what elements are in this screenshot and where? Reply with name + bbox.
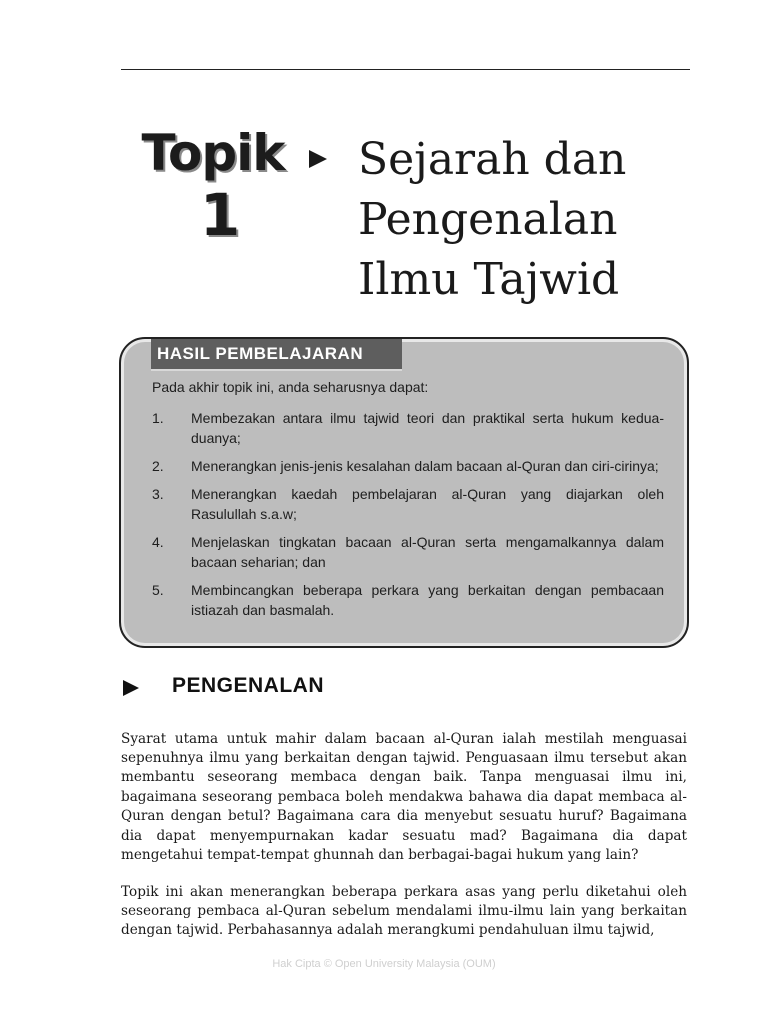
title-line-1: Sejarah dan <box>358 134 627 185</box>
list-item-text: Membezakan antara ilmu tajwid teori dan praktikal serta hukum kedua-duanya; <box>191 410 664 446</box>
list-item-number: 5. <box>152 582 164 598</box>
body-paragraph: Topik ini akan menerangkan beberapa perkara asas yang perlu diketahui oleh seseorang pembaca al-Quran sebelum mendalami ilmu-ilmu lain yang berkaitan dengan tajwid. Perbahasannya adalah merangkumi pendahuluan ilmu tajwid, <box>121 883 687 939</box>
list-item-text: Membincangkan beberapa perkara yang berkaitan dengan pembacaan istiazah dan basmalah. <box>191 582 664 618</box>
list-item <box>152 532 664 572</box>
page-title <box>358 130 698 310</box>
list-item <box>152 484 664 524</box>
list-item-text: Menerangkan jenis-jenis kesalahan dalam bacaan al-Quran dan ciri-cirinya; <box>191 458 659 474</box>
list-item-text: Menerangkan kaedah pembelajaran al-Quran yang diajarkan oleh Rasulullah s.a.w; <box>191 486 664 522</box>
copyright-watermark: Hak Cipta © Open University Malaysia (OUM) <box>272 958 496 970</box>
section-heading: PENGENALAN <box>172 674 325 697</box>
topic-label <box>133 122 293 249</box>
triangle-right-icon <box>307 148 329 170</box>
list-item <box>152 408 664 448</box>
learning-outcomes-list <box>152 408 664 628</box>
list-item-number: 2. <box>152 458 164 474</box>
title-line-3: Ilmu Tajwid <box>358 254 620 305</box>
learning-outcomes-label: HASIL PEMBELAJARAN <box>151 339 402 369</box>
list-item <box>152 580 664 620</box>
list-item-number: 3. <box>152 486 164 502</box>
topic-number: 1 <box>199 181 241 249</box>
list-item-number: 4. <box>152 534 164 550</box>
learning-outcomes-intro: Pada akhir topik ini, anda seharusnya dapat: <box>152 379 429 395</box>
triangle-right-icon <box>121 678 141 698</box>
list-item-number: 1. <box>152 410 164 426</box>
list-item <box>152 456 664 476</box>
title-line-2: Pengenalan <box>358 194 618 245</box>
list-item-text: Menjelaskan tingkatan bacaan al-Quran serta mengamalkannya dalam bacaan seharian; dan <box>191 534 664 570</box>
topic-word: Topik <box>141 124 285 182</box>
body-paragraph: Syarat utama untuk mahir dalam bacaan al-Quran ialah mestilah menguasai sepenuhnya ilmu yang berkaitan dengan tajwid. Penguasaan ilmu tersebut akan membantu seseorang membaca dengan baik. Tanpa menguasai ilmu ini, bagaimana seseorang pembaca boleh mendakwa bahawa dia dapat membaca al-Quran dengan betul? Bagaimana cara dia menyebut sesuatu huruf? Bagaimana dia dapat menyempurnakan kadar sesuatu mad? Bagaimana dia dapat mengetahui tempat-tempat ghunnah dan berbagai-bagai hukum yang lain? <box>121 730 687 864</box>
top-rule <box>121 69 690 70</box>
